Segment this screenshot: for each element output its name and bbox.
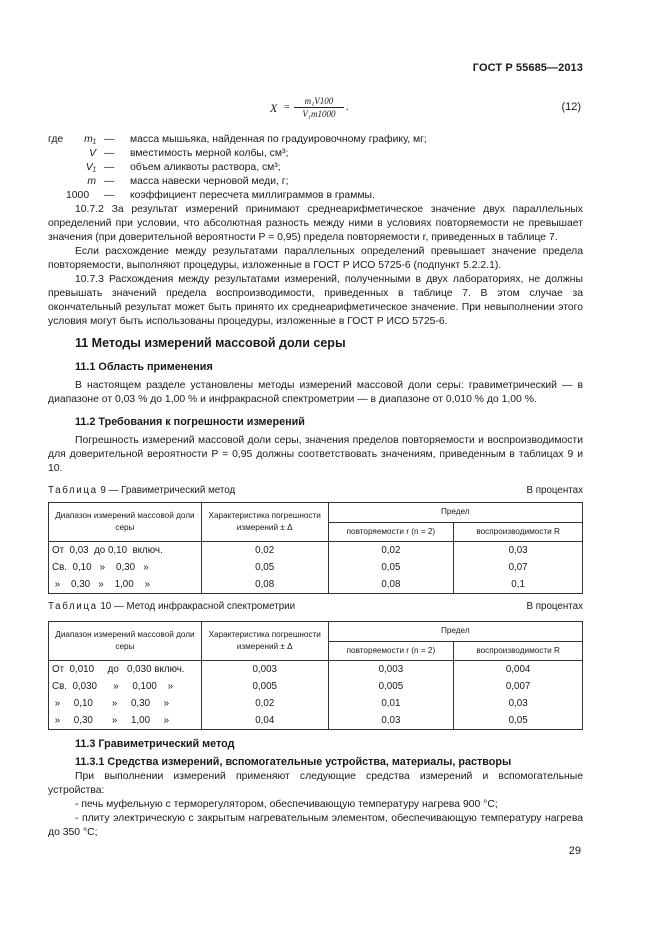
table-caption-word: Таблица <box>48 485 98 496</box>
section-11-title: 11 Методы измерений массовой доли серы <box>75 336 346 350</box>
table-row <box>49 576 583 594</box>
table-header-repeat: повторяемости r (n = 2) <box>328 522 454 542</box>
table-cell-range: От 0,010 до 0,030 включ. <box>49 661 202 679</box>
table-10 <box>48 621 583 730</box>
where-symbol: V₁ <box>85 162 96 173</box>
formula-numerator: m₁V100 <box>294 96 344 108</box>
table-9-caption <box>48 485 235 496</box>
table-header-char: Характеристика погрешности измерений ± Δ <box>201 622 328 661</box>
where-dash: — <box>104 148 115 159</box>
equation-number: (12) <box>561 101 581 113</box>
table-cell-R: 0,007 <box>454 678 583 695</box>
table-cell-r: 0,005 <box>328 678 454 695</box>
where-text: масса навески черновой меди, г; <box>130 176 289 187</box>
where-text: коэффициент пересчета миллиграммов в граммы. <box>130 190 375 201</box>
paragraph-text: 10.7.3 Расхождения между результатами измерений, полученными в двух лабораториях, не должны превышать значений предела воспроизводимости, приведенных в таблице 7. В этом случае за окончательный результат может быть принято их среднеарифметическое значение. При невыполнении этого условия могут быть использованы процедуры, изложенные в ГОСТ Р ИСО 5725-6. <box>48 274 583 327</box>
where-dash: — <box>104 162 115 173</box>
table-header-range: Диапазон измерений массовой доли серы <box>49 622 202 661</box>
section-11-3-1-text <box>48 770 583 840</box>
table-10-units: В процентах <box>526 601 583 612</box>
where-text: объем аликвоты раствора, см³; <box>130 162 281 173</box>
table-cell-R: 0,03 <box>454 695 583 712</box>
section-11-3-1-title: 11.3.1 Средства измерений, вспомогательные устройства, материалы, растворы <box>75 756 512 768</box>
table-row <box>49 712 583 730</box>
where-symbol: 1000 <box>66 190 90 201</box>
where-dash: — <box>104 134 115 145</box>
table-cell-range: От 0,03 до 0,10 включ. <box>49 542 202 560</box>
table-cell-char: 0,04 <box>201 712 328 730</box>
table-9-units: В процентах <box>526 485 583 496</box>
table-cell-R: 0,004 <box>454 661 583 679</box>
standard-header: ГОСТ Р 55685—2013 <box>472 62 583 74</box>
table-cell-range: » 0,10 » 0,30 » <box>49 695 202 712</box>
table-cell-range: » 0,30 » 1,00 » <box>49 712 202 730</box>
table-row <box>49 678 583 695</box>
table-cell-r: 0,01 <box>328 695 454 712</box>
section-11-1-title: 11.1 Область применения <box>75 361 213 373</box>
where-text: вместимость мерной колбы, см³; <box>130 148 289 159</box>
table-header-limit: Предел <box>328 503 582 523</box>
table-cell-char: 0,003 <box>201 661 328 679</box>
paragraph-10-7-2 <box>48 203 583 329</box>
formula-equals: = <box>284 102 290 113</box>
section-11-3-title: 11.3 Гравиметрический метод <box>75 738 235 750</box>
where-symbol: m₁ <box>84 134 96 145</box>
table-header-repeat: повторяемости r (n = 2) <box>328 641 454 661</box>
table-cell-char: 0,08 <box>201 576 328 594</box>
table-cell-range: Св. 0,030 » 0,100 » <box>49 678 202 695</box>
table-row <box>49 542 583 560</box>
table-cell-R: 0,1 <box>454 576 583 594</box>
table-cell-char: 0,05 <box>201 559 328 576</box>
table-cell-r: 0,08 <box>328 576 454 594</box>
formula-fraction <box>294 96 344 119</box>
formula-12 <box>270 96 360 126</box>
table-caption-title: — Метод инфракрасной спектрометрии <box>114 601 296 612</box>
formula-lhs: X <box>270 101 278 115</box>
table-cell-r: 0,05 <box>328 559 454 576</box>
table-caption-word: Таблица <box>48 601 98 612</box>
where-text: масса мышьяка, найденная по градуировочному графику, мг; <box>130 134 427 145</box>
table-9 <box>48 502 583 594</box>
where-dash: — <box>104 190 115 201</box>
where-dash: — <box>104 176 115 187</box>
table-cell-R: 0,07 <box>454 559 583 576</box>
section-11-2-title: 11.2 Требования к погрешности измерений <box>75 416 305 428</box>
formula-denominator: V₁m1000 <box>302 109 336 119</box>
table-cell-r: 0,003 <box>328 661 454 679</box>
table-caption-number: 10 <box>100 601 112 612</box>
list-item: - печь муфельную с терморегулятором, обеспечивающую температуру нагрева 900 °C; <box>75 799 498 810</box>
table-caption-number: 9 <box>100 485 106 496</box>
section-11-2-text <box>48 434 583 476</box>
table-header-reprod: воспроизводимости R <box>454 522 583 542</box>
table-caption-title: — Гравиметрический метод <box>108 485 236 496</box>
table-10-caption <box>48 601 295 612</box>
table-cell-range: Св. 0,10 » 0,30 » <box>49 559 202 576</box>
table-row <box>49 559 583 576</box>
table-cell-range: » 0,30 » 1,00 » <box>49 576 202 594</box>
table-cell-r: 0,03 <box>328 712 454 730</box>
paragraph-text: При выполнении измерений применяют следующие средства измерений и вспомогательные устройства: <box>48 771 583 796</box>
table-cell-R: 0,05 <box>454 712 583 730</box>
table-cell-R: 0,03 <box>454 542 583 560</box>
paragraph-text: Если расхождение между результатами параллельных определений превышает значение предела повторяемости, выполняют процедуры, изложенные в ГОСТ Р ИСО 5725-6 (подпункт 5.2.2.1). <box>48 246 583 271</box>
table-header-range: Диапазон измерений массовой доли серы <box>49 503 202 542</box>
section-11-1-text <box>48 379 583 407</box>
table-header-char: Характеристика погрешности измерений ± Δ <box>201 503 328 542</box>
table-cell-r: 0,02 <box>328 542 454 560</box>
where-symbol: V <box>89 148 96 159</box>
page-number: 29 <box>568 845 581 857</box>
table-cell-char: 0,02 <box>201 542 328 560</box>
table-header-limit: Предел <box>328 622 582 642</box>
paragraph-text: Погрешность измерений массовой доли серы, значения пределов повторяемости и воспроизводимости для доверительной вероятности P = 0,95 должны соответствовать значениям, приведенным в таблицах 9 и 10. <box>48 435 583 474</box>
where-label: где <box>48 134 64 145</box>
table-row <box>49 661 583 679</box>
paragraph-text: В настоящем разделе установлены методы измерений массовой доли серы: гравиметрический — в диапазоне от 0,03 % до 1,00 % и инфракрасной спектрометрии — в диапазоне от 0,010 % до 1,00 %. <box>48 380 583 405</box>
paragraph-text: 10.7.2 За результат измерений принимают среднеарифметическое значение двух параллельных определений при условии, что абсолютная разность между ними в условиях повторяемости не превышает значения (при доверительной вероятности P = 0,95) предела повторяемости r, приведенных в таблице 7. <box>48 204 583 243</box>
where-symbol: m <box>87 176 96 187</box>
list-item: - плиту электрическую с закрытым нагревательным элементом, обеспечивающую температуру нагрева до 350 °C; <box>48 813 583 838</box>
table-cell-char: 0,02 <box>201 695 328 712</box>
formula-end: . <box>346 102 349 113</box>
table-header-reprod: воспроизводимости R <box>454 641 583 661</box>
table-row <box>49 695 583 712</box>
table-cell-char: 0,005 <box>201 678 328 695</box>
